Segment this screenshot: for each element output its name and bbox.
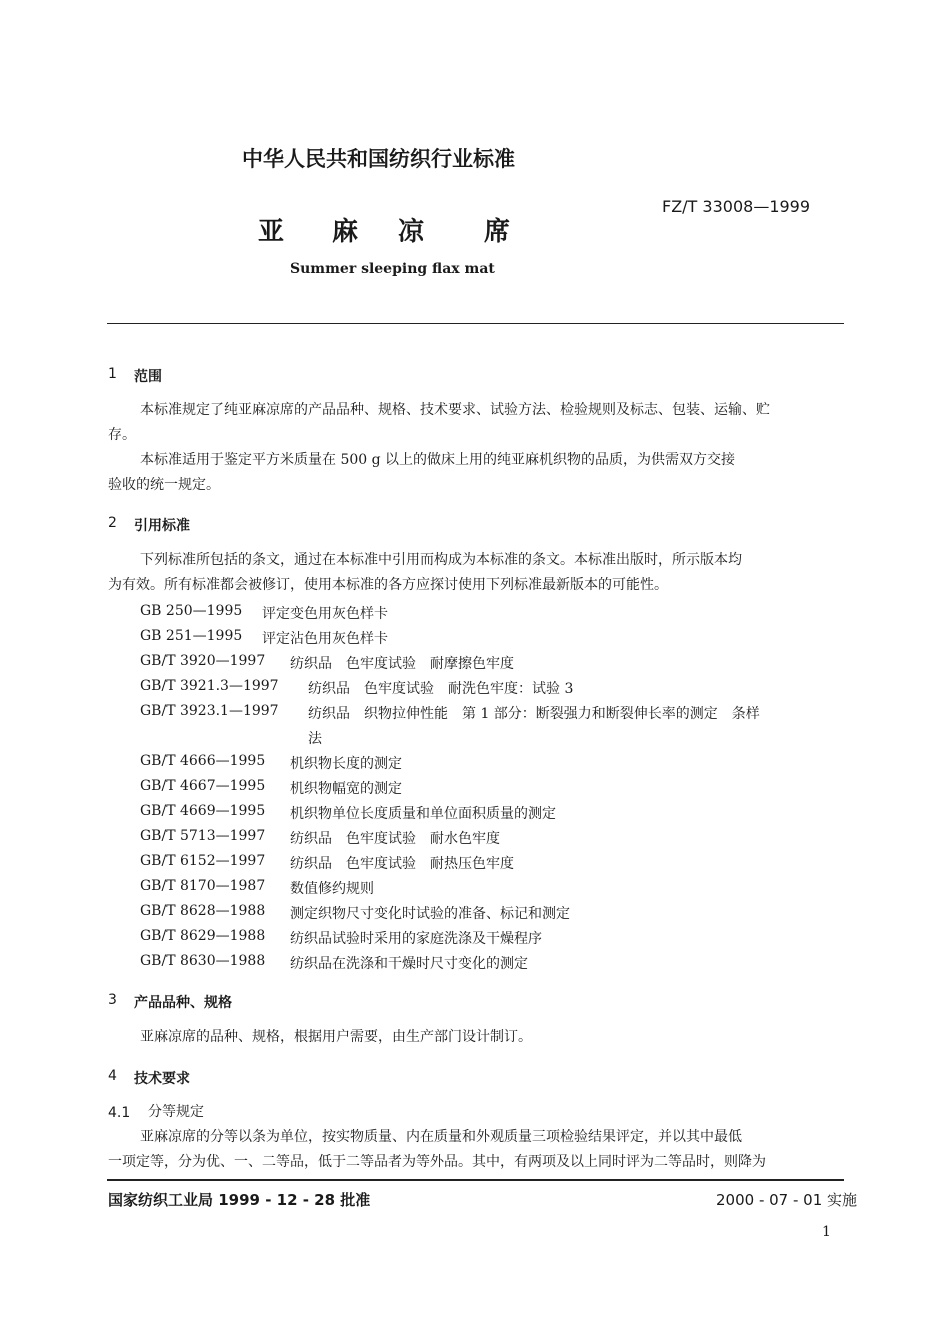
section-1-paragraph-1-line-1: 本标准规定了纯亚麻凉席的产品品种、规格、技术要求、试验方法、检验规则及标志、包装、运输、贮 (140, 402, 770, 418)
reference-code: GB/T 4666—1995 (140, 753, 266, 769)
reference-title: 评定沾色用灰色样卡 (262, 631, 388, 647)
reference-code: GB/T 6152—1997 (140, 853, 266, 869)
reference-title: 纺织品 色牢度试验 耐洗色牢度：试验 3 (308, 681, 574, 697)
reference-title: 纺织品试验时采用的家庭洗涤及干燥程序 (290, 931, 542, 947)
reference-title: 机织物长度的测定 (290, 756, 402, 772)
section-4-paragraph-line-2: 一项定等，分为优、一、二等品，低于二等品者为等外品。其中，有两项及以上同时评为二等品时，则降为 (108, 1154, 766, 1170)
footer-divider (107, 1179, 844, 1181)
reference-title-continued: 法 (308, 731, 322, 747)
reference-code: GB/T 4669—1995 (140, 803, 266, 819)
section-2-title: 引用标准 (134, 518, 190, 534)
section-1-paragraph-1-line-2: 存。 (108, 427, 136, 443)
reference-title: 测定织物尺寸变化时试验的准备、标记和测定 (290, 906, 570, 922)
section-1-number: 1 (108, 366, 117, 382)
reference-code: GB 251—1995 (140, 628, 243, 644)
title-char-1: 亚 (258, 217, 285, 247)
page-number: 1 (822, 1224, 831, 1240)
reference-title: 机织物单位长度质量和单位面积质量的测定 (290, 806, 556, 822)
header-divider (107, 323, 844, 324)
section-1-paragraph-2-line-1: 本标准适用于鉴定平方米质量在 500 g 以上的做床上用的纯亚麻机织物的品质，为供需双方交接 (140, 452, 736, 468)
reference-title: 纺织品 色牢度试验 耐水色牢度 (290, 831, 500, 847)
reference-title: 评定变色用灰色样卡 (262, 606, 388, 622)
reference-title: 机织物幅宽的测定 (290, 781, 402, 797)
section-4-paragraph-line-1: 亚麻凉席的分等以条为单位，按实物质量、内在质量和外观质量三项检验结果评定，并以其中最低 (140, 1129, 742, 1145)
reference-title: 数值修约规则 (290, 881, 374, 897)
reference-title: 纺织品 织物拉伸性能 第 1 部分：断裂强力和断裂伸长率的测定 条样 (308, 706, 760, 722)
reference-title: 纺织品 色牢度试验 耐摩擦色牢度 (290, 656, 514, 672)
section-3-title: 产品品种、规格 (134, 995, 232, 1011)
reference-code: GB/T 8628—1988 (140, 903, 266, 919)
reference-code: GB/T 8630—1988 (140, 953, 266, 969)
reference-code: GB/T 3920—1997 (140, 653, 266, 669)
reference-code: GB 250—1995 (140, 603, 243, 619)
reference-title: 纺织品 色牢度试验 耐热压色牢度 (290, 856, 514, 872)
section-2-paragraph-line-1: 下列标准所包括的条文，通过在本标准中引用而构成为本标准的条文。本标准出版时，所示版本均 (140, 552, 742, 568)
section-2-paragraph-line-2: 为有效。所有标准都会被修订，使用本标准的各方应探讨使用下列标准最新版本的可能性。 (108, 577, 668, 593)
effective-date: 2000 - 07 - 01 实施 (716, 1191, 858, 1209)
standard-code: FZ/T 33008—1999 (662, 197, 811, 216)
subsection-4-1-number: 4.1 (108, 1105, 131, 1121)
title-char-4: 席 (484, 217, 511, 247)
section-2-number: 2 (108, 515, 117, 531)
subsection-4-1-title: 分等规定 (148, 1104, 204, 1120)
reference-code: GB/T 4667—1995 (140, 778, 266, 794)
section-4-title: 技术要求 (134, 1071, 190, 1087)
section-3-paragraph: 亚麻凉席的品种、规格，根据用户需要，由生产部门设计制订。 (140, 1029, 532, 1045)
reference-code: GB/T 8629—1988 (140, 928, 266, 944)
issuing-org: 中华人民共和国纺织行业标准 (242, 147, 515, 171)
reference-code: GB/T 5713—1997 (140, 828, 266, 844)
reference-code: GB/T 8170—1987 (140, 878, 266, 894)
reference-code: GB/T 3921.3—1997 (140, 678, 279, 694)
section-1-title: 范围 (134, 369, 162, 385)
section-4-number: 4 (108, 1068, 117, 1084)
reference-title: 纺织品在洗涤和干燥时尺寸变化的测定 (290, 956, 528, 972)
doc-subtitle-en: Summer sleeping flax mat (290, 261, 495, 277)
approval-date: 国家纺织工业局 1999 - 12 - 28 批准 (108, 1191, 371, 1209)
section-1-paragraph-2-line-2: 验收的统一规定。 (108, 477, 220, 493)
section-3-number: 3 (108, 992, 117, 1008)
title-char-2: 麻 (332, 217, 359, 247)
title-char-3: 凉 (398, 217, 425, 247)
reference-code: GB/T 3923.1—1997 (140, 703, 279, 719)
